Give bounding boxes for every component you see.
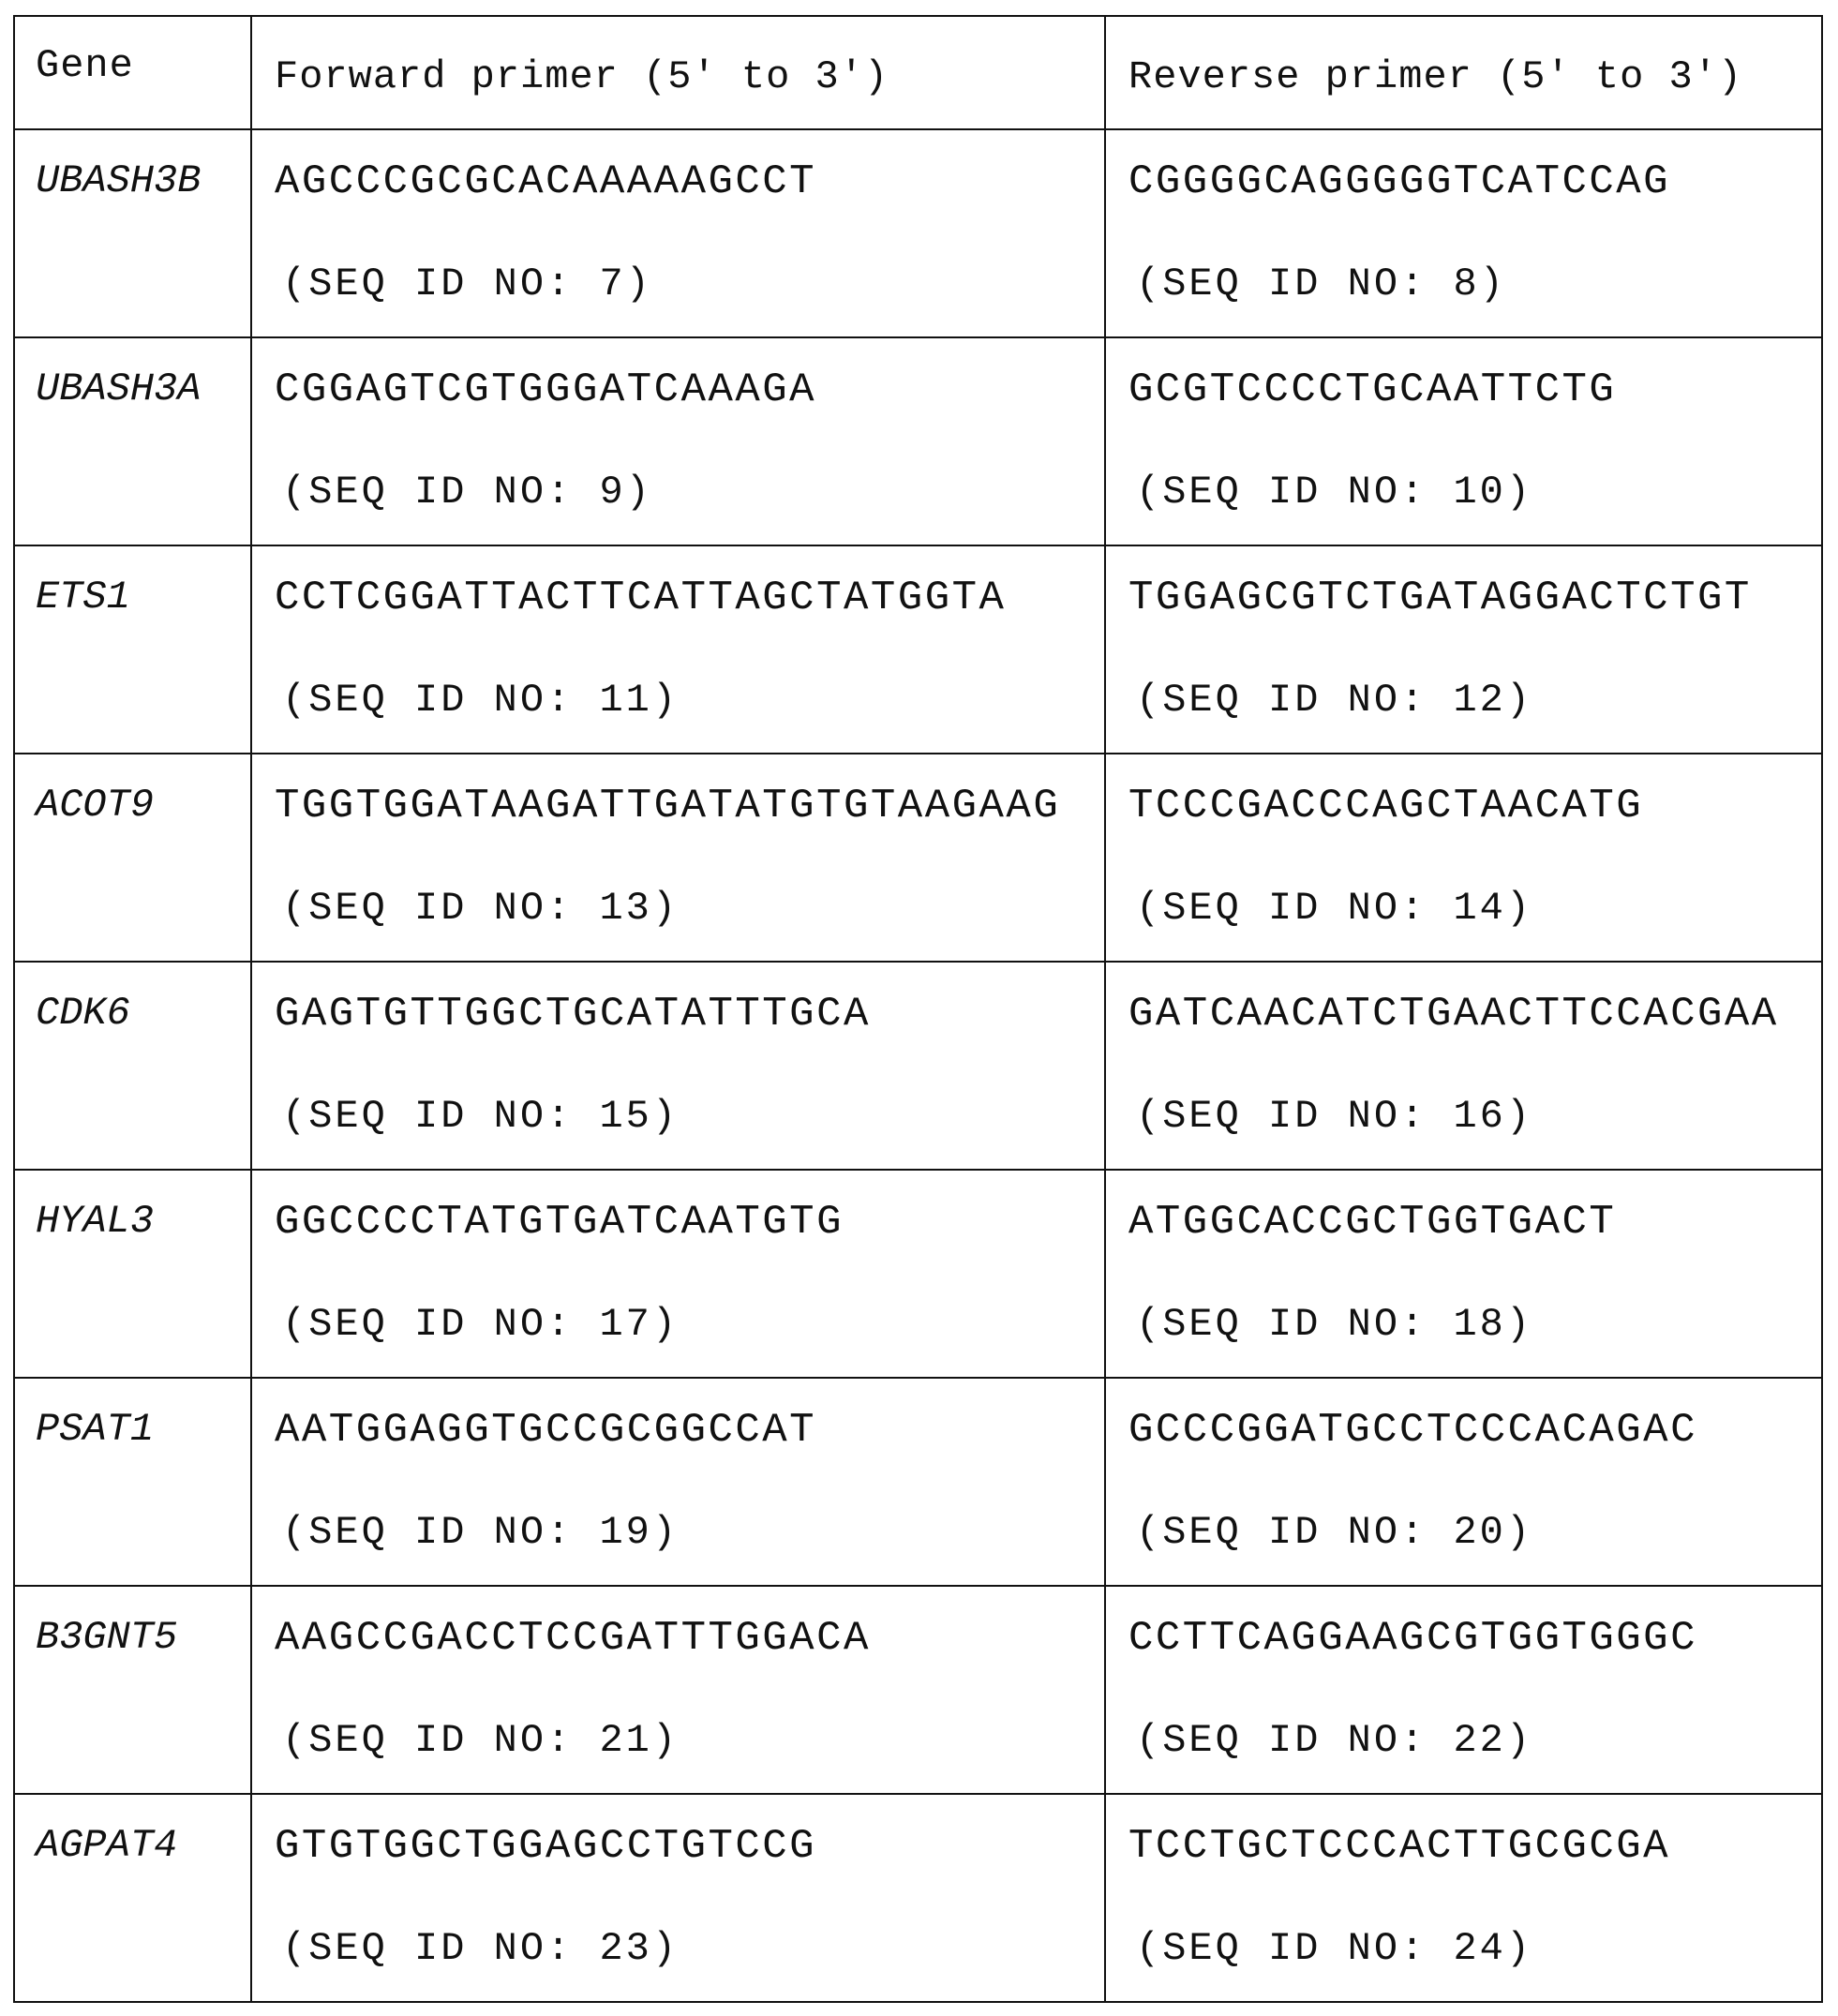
table-row: [14, 545, 1822, 754]
reverse-seq-id: (SEQ ID NO: 10): [1128, 470, 1821, 515]
gene-name: PSAT1: [15, 1379, 250, 1452]
table-row: [14, 962, 1822, 1170]
gene-cell: [14, 1378, 251, 1586]
reverse-sequence: ATGGCACCGCTGGTGACT: [1128, 1199, 1821, 1302]
gene-cell: [14, 1586, 251, 1794]
forward-primer-cell: [251, 1378, 1105, 1586]
forward-sequence: AAGCCGACCTCCGATTTGGACA: [275, 1615, 1104, 1718]
reverse-primer-cell: [1105, 129, 1822, 337]
gene-name: AGPAT4: [15, 1795, 250, 1868]
reverse-primer-cell: [1105, 962, 1822, 1170]
gene-cell: [14, 545, 251, 754]
forward-sequence: GGCCCCTATGTGATCAATGTG: [275, 1199, 1104, 1302]
forward-seq-id: (SEQ ID NO: 15): [275, 1094, 1104, 1139]
reverse-primer-cell: [1105, 545, 1822, 754]
forward-primer-cell: [251, 1586, 1105, 1794]
primer-table: [13, 15, 1823, 2003]
forward-sequence: CGGAGTCGTGGGATCAAAGA: [275, 366, 1104, 470]
forward-sequence: CCTCGGATTACTTCATTAGCTATGGTA: [275, 575, 1104, 678]
reverse-sequence: TCCCGACCCAGCTAACATG: [1128, 783, 1821, 886]
reverse-sequence: GATCAACATCTGAACTTCCACGAA: [1128, 991, 1821, 1094]
reverse-primer-cell: [1105, 1170, 1822, 1378]
gene-cell: [14, 754, 251, 962]
forward-sequence: GTGTGGCTGGAGCCTGTCCG: [275, 1823, 1104, 1926]
gene-cell: [14, 337, 251, 545]
reverse-seq-id: (SEQ ID NO: 22): [1128, 1718, 1821, 1763]
forward-sequence: GAGTGTTGGCTGCATATTTGCA: [275, 991, 1104, 1094]
gene-name: ACOT9: [15, 754, 250, 828]
forward-seq-id: (SEQ ID NO: 23): [275, 1926, 1104, 1971]
header-reverse-primer: Reverse primer (5′ to 3′): [1105, 16, 1822, 129]
reverse-seq-id: (SEQ ID NO: 8): [1128, 261, 1821, 306]
gene-cell: [14, 1170, 251, 1378]
gene-name: ETS1: [15, 546, 250, 620]
reverse-seq-id: (SEQ ID NO: 18): [1128, 1302, 1821, 1347]
gene-cell: [14, 129, 251, 337]
forward-sequence: AATGGAGGTGCCGCGGCCAT: [275, 1407, 1104, 1510]
reverse-primer-cell: [1105, 337, 1822, 545]
forward-primer-cell: [251, 129, 1105, 337]
reverse-primer-cell: [1105, 754, 1822, 962]
reverse-primer-cell: [1105, 1794, 1822, 2002]
gene-name: UBASH3B: [15, 130, 250, 203]
forward-sequence: TGGTGGATAAGATTGATATGTGTAAGAAG: [275, 783, 1104, 886]
reverse-primer-cell: [1105, 1586, 1822, 1794]
reverse-primer-cell: [1105, 1378, 1822, 1586]
forward-primer-cell: [251, 1170, 1105, 1378]
table-row: [14, 1794, 1822, 2002]
forward-primer-cell: [251, 754, 1105, 962]
forward-primer-cell: [251, 337, 1105, 545]
table-row: [14, 1378, 1822, 1586]
gene-cell: [14, 962, 251, 1170]
forward-seq-id: (SEQ ID NO: 11): [275, 678, 1104, 723]
reverse-sequence: TGGAGCGTCTGATAGGACTCTGT: [1128, 575, 1821, 678]
table-row: [14, 1586, 1822, 1794]
table-row: [14, 1170, 1822, 1378]
reverse-sequence: TCCTGCTCCCACTTGCGCGA: [1128, 1823, 1821, 1926]
reverse-seq-id: (SEQ ID NO: 16): [1128, 1094, 1821, 1139]
table-row: [14, 129, 1822, 337]
gene-name: UBASH3A: [15, 338, 250, 411]
reverse-seq-id: (SEQ ID NO: 14): [1128, 886, 1821, 931]
gene-cell: [14, 1794, 251, 2002]
gene-name: B3GNT5: [15, 1587, 250, 1660]
header-forward-primer: Forward primer (5′ to 3′): [251, 16, 1105, 129]
table-row: [14, 337, 1822, 545]
forward-seq-id: (SEQ ID NO: 17): [275, 1302, 1104, 1347]
forward-primer-cell: [251, 1794, 1105, 2002]
forward-primer-cell: [251, 545, 1105, 754]
forward-seq-id: (SEQ ID NO: 7): [275, 261, 1104, 306]
header-gene: Gene: [14, 16, 251, 129]
forward-seq-id: (SEQ ID NO: 19): [275, 1510, 1104, 1555]
reverse-sequence: CGGGGCAGGGGGTCATCCAG: [1128, 158, 1821, 261]
reverse-seq-id: (SEQ ID NO: 24): [1128, 1926, 1821, 1971]
forward-sequence: AGCCCGCGCACAAAAAGCCT: [275, 158, 1104, 261]
gene-name: HYAL3: [15, 1171, 250, 1244]
reverse-seq-id: (SEQ ID NO: 12): [1128, 678, 1821, 723]
reverse-sequence: GCGTCCCCTGCAATTCTG: [1128, 366, 1821, 470]
table-row: [14, 754, 1822, 962]
forward-seq-id: (SEQ ID NO: 13): [275, 886, 1104, 931]
table-header-row: [14, 16, 1822, 129]
reverse-sequence: GCCCGGATGCCTCCCACAGAC: [1128, 1407, 1821, 1510]
reverse-seq-id: (SEQ ID NO: 20): [1128, 1510, 1821, 1555]
forward-primer-cell: [251, 962, 1105, 1170]
gene-name: CDK6: [15, 963, 250, 1036]
forward-seq-id: (SEQ ID NO: 21): [275, 1718, 1104, 1763]
forward-seq-id: (SEQ ID NO: 9): [275, 470, 1104, 515]
reverse-sequence: CCTTCAGGAAGCGTGGTGGGC: [1128, 1615, 1821, 1718]
